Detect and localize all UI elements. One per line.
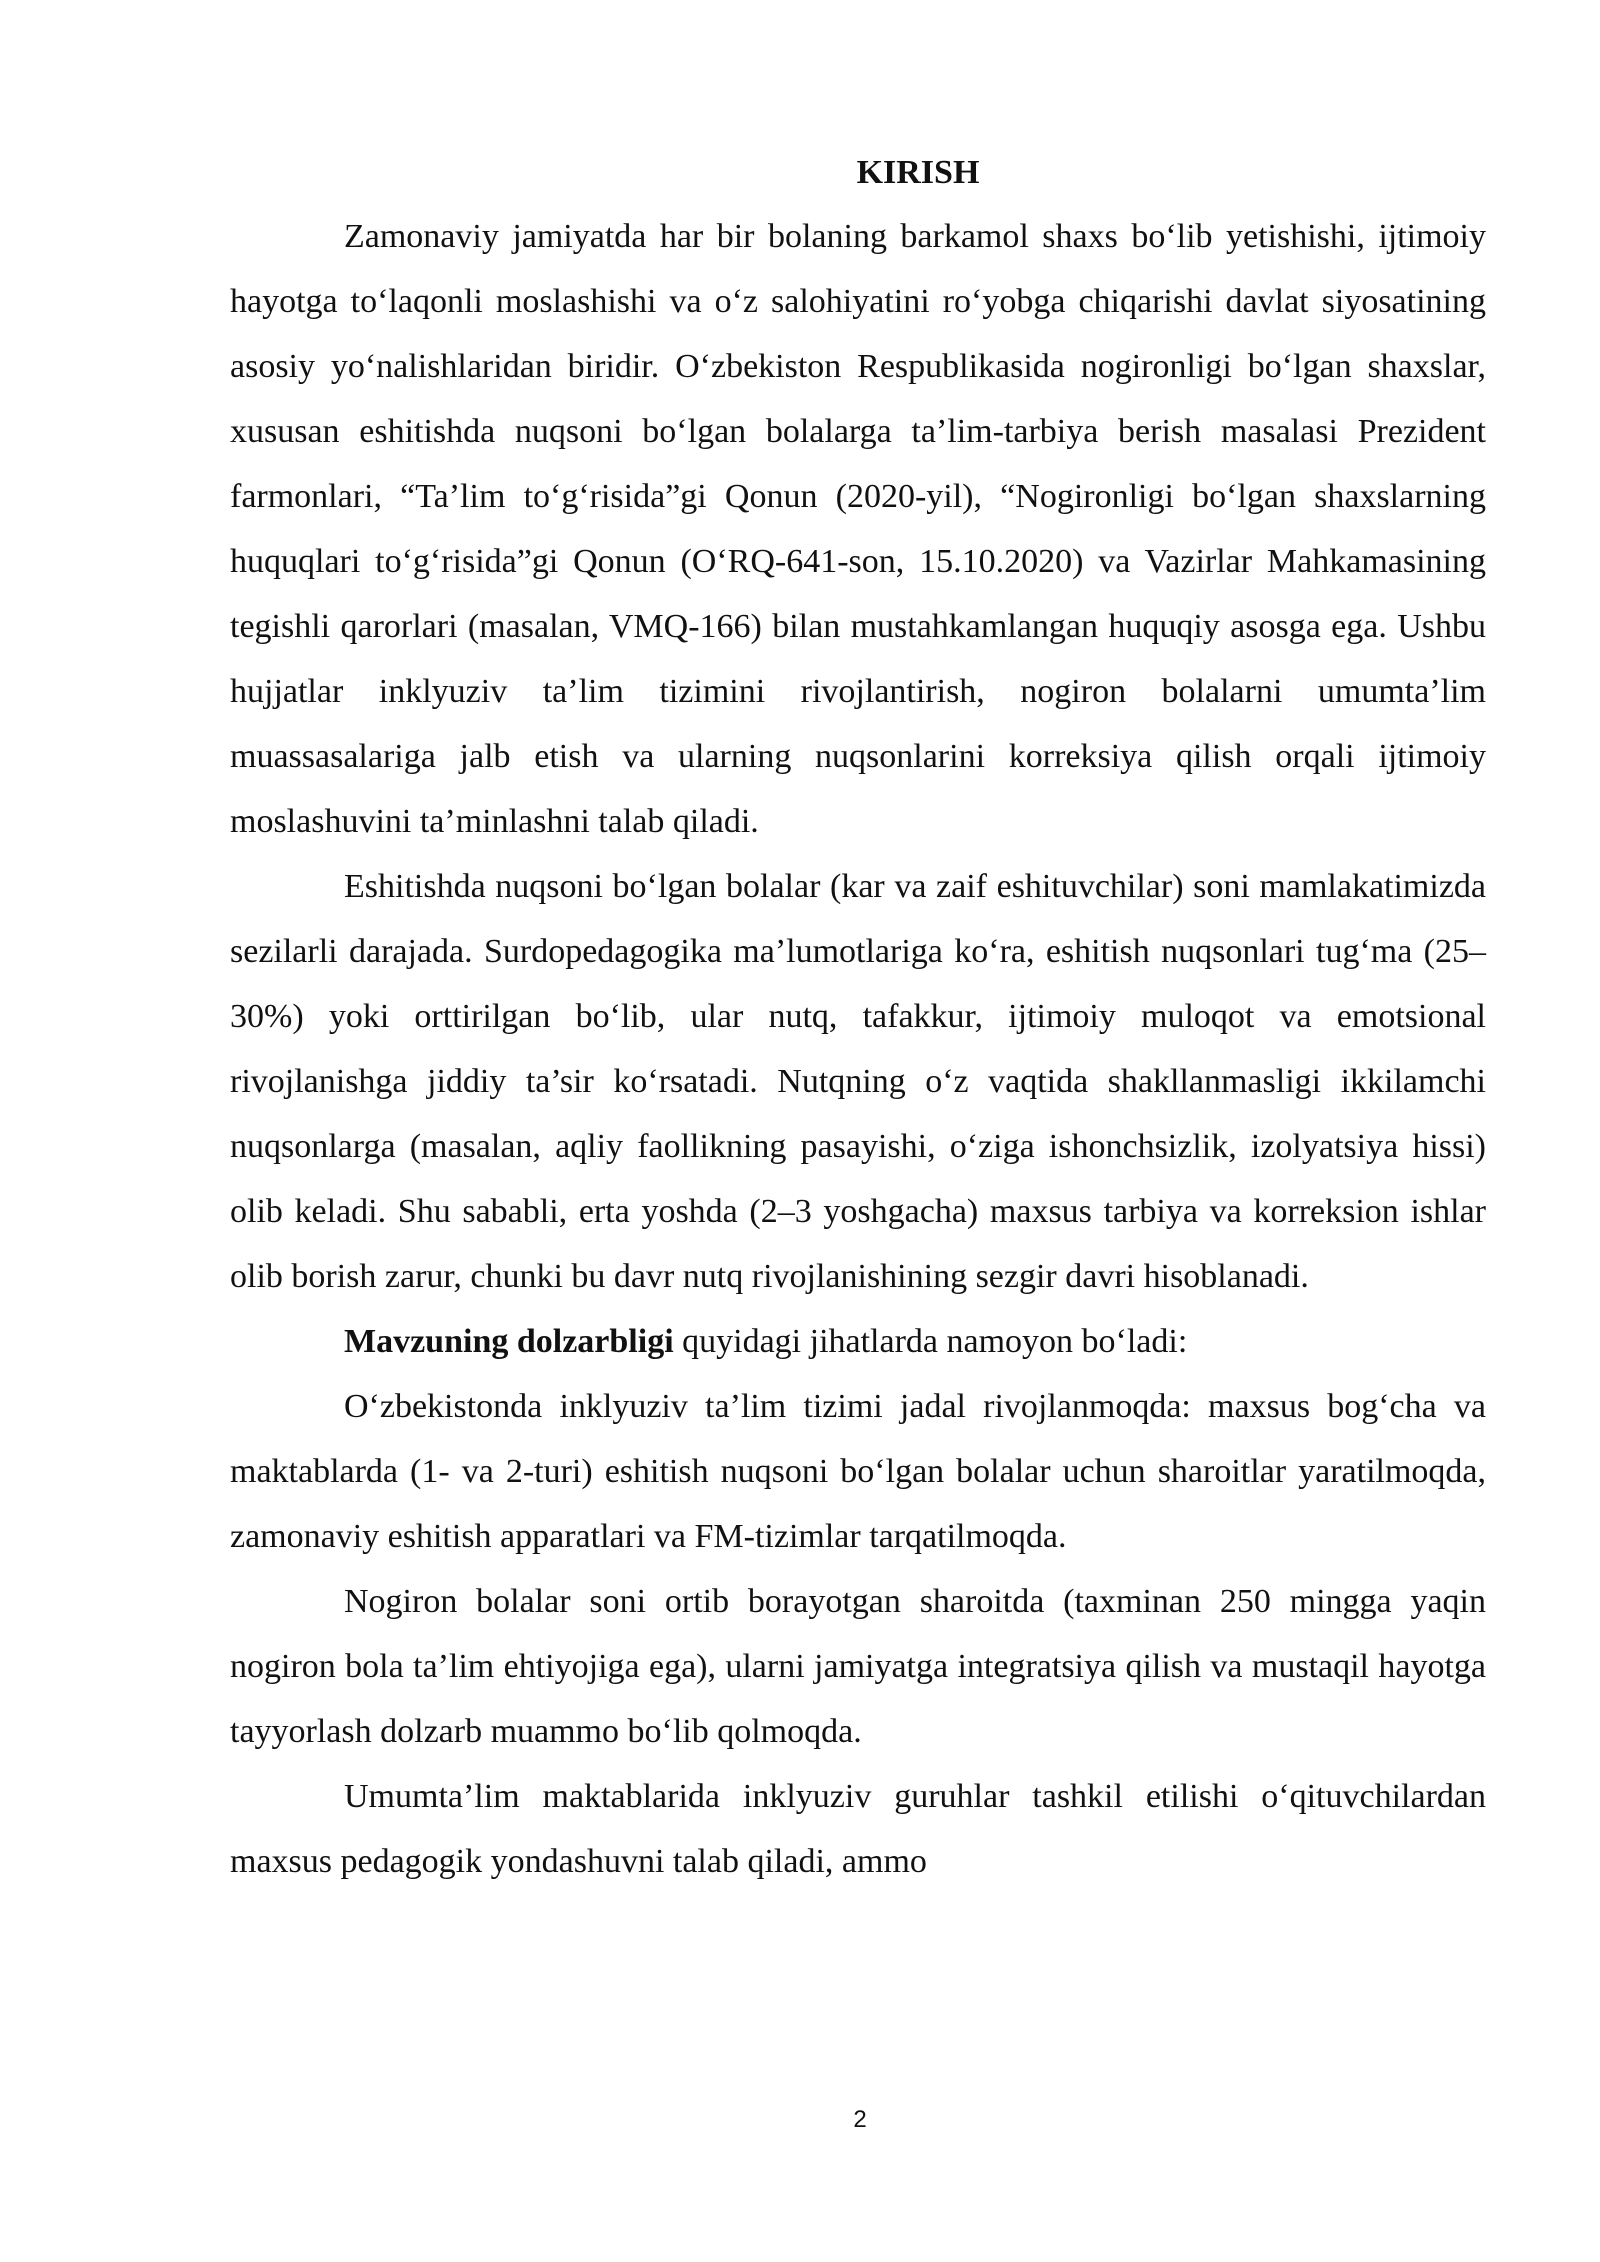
paragraph-text: quyidagi jihatlarda namoyon bo‘ladi:	[673, 1323, 1188, 1360]
paragraph-6	[230, 1764, 1486, 1894]
section-heading: KIRISH	[856, 154, 980, 191]
paragraph-text: Umumta’lim maktablarida inklyuziv guruhlar tashkil etilishi o‘qituvchilardan maxsus pedagogik yondashuvni talab qiladi, ammo	[230, 1778, 1486, 1880]
page-number: 2	[853, 2106, 867, 2133]
page-body	[230, 148, 1486, 1894]
paragraph-4	[230, 1374, 1486, 1569]
paragraph-1	[230, 204, 1486, 854]
paragraph-bold-lead: Mavzuning dolzarbligi	[344, 1323, 674, 1360]
paragraph-text: O‘zbekistonda inklyuziv ta’lim tizimi jadal rivojlanmoqda: maxsus bog‘cha va maktablarda (1- va 2-turi) eshitish nuqsoni bo‘lgan bolalar uchun sharoitlar yaratilmoqda, zamonaviy eshitish apparatlari va FM-tizimlar tarqatilmoqda.	[230, 1388, 1486, 1555]
paragraph-5	[230, 1569, 1486, 1764]
paragraph-text: Zamonaviy jamiyatda har bir bolaning barkamol shaxs bo‘lib yetishishi, ijtimoiy hayotga to‘laqonli moslashishi va o‘z salohiyatini ro‘yobga chiqarishi davlat siyosatining asosiy yo‘nalishlaridan biridir. O‘zbekiston Respublikasida nogironligi bo‘lgan shaxslar, xususan eshitishda nuqsoni bo‘lgan bolalarga ta’lim-tarbiya berish masalasi Prezident farmonlari, “Ta’lim to‘g‘risida”gi Qonun (2020-yil), “Nogironligi bo‘lgan shaxslarning huquqlari to‘g‘risida”gi Qonun (O‘RQ-641-son, 15.10.2020) va Vazirlar Mahkamasining tegishli qarorlari (masalan, VMQ-166) bilan mustahkamlangan huquqiy asosga ega. Ushbu hujjatlar inklyuziv ta’lim tizimini rivojlantirish, nogiron bolalarni umumta’lim muassasalariga jalb etish va ularning nuqsonlarini korreksiya qilish orqali ijtimoiy moslashuvini ta’minlashni talab qiladi.	[230, 218, 1486, 840]
paragraph-2	[230, 854, 1486, 1309]
paragraph-text: Eshitishda nuqsoni bo‘lgan bolalar (kar va zaif eshituvchilar) soni mamlakatimizda sezilarli darajada. Surdopedagogika ma’lumotlariga ko‘ra, eshitish nuqsonlari tug‘ma (25–30%) yoki orttirilgan bo‘lib, ular nutq, tafakkur, ijtimoiy muloqot va emotsional rivojlanishga jiddiy ta’sir ko‘rsatadi. Nutqning o‘z vaqtida shakllanmasligi ikkilamchi nuqsonlarga (masalan, aqliy faollikning pasayishi, o‘ziga ishonchsizlik, izolyatsiya hissi) olib keladi. Shu sababli, erta yoshda (2–3 yoshgacha) maxsus tarbiya va korreksion ishlar olib borish zarur, chunki bu davr nutq rivojlanishining sezgir davri hisoblanadi.	[230, 868, 1486, 1295]
paragraph-3	[230, 1309, 1486, 1374]
paragraph-text: Nogiron bolalar soni ortib borayotgan sharoitda (taxminan 250 mingga yaqin nogiron bola ta’lim ehtiyojiga ega), ularni jamiyatga integratsiya qilish va mustaqil hayotga tayyorlash dolzarb muammo bo‘lib qolmoqda.	[230, 1583, 1486, 1750]
